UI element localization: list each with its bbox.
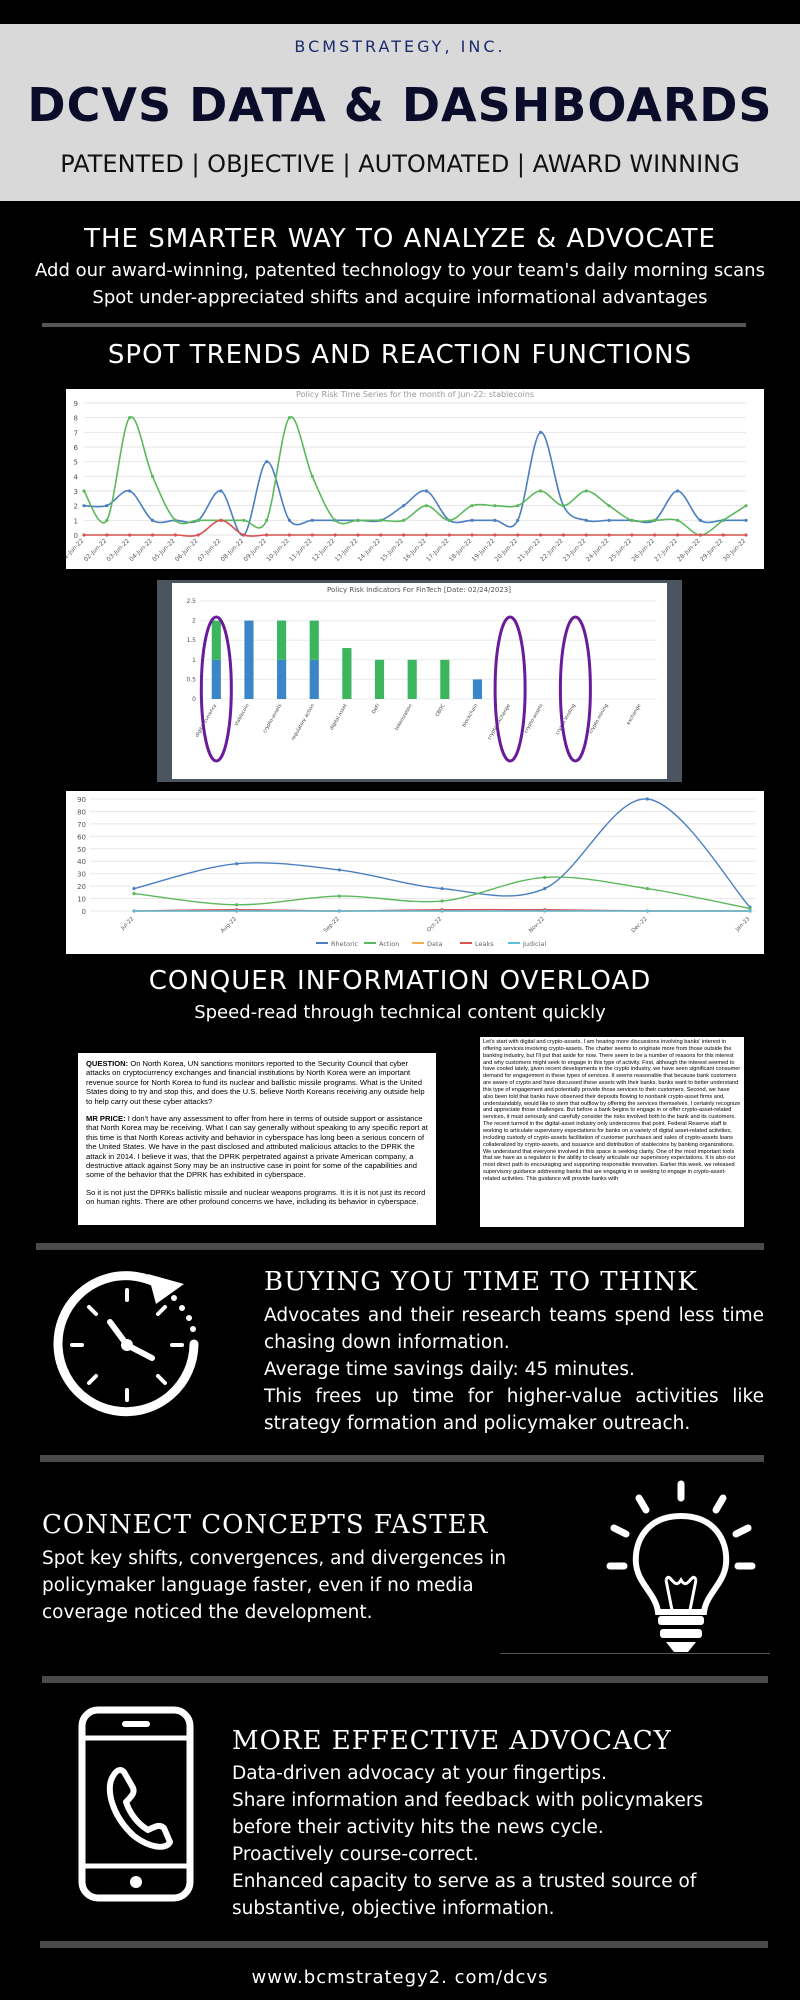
divider (36, 1243, 764, 1250)
data-point (379, 533, 382, 536)
y-tick-label: 20 (77, 883, 86, 892)
x-tick-label: 29-Jun-22 (698, 537, 725, 564)
y-tick-label: 0 (81, 908, 86, 916)
data-point (128, 416, 131, 419)
footer-url[interactable]: www.bcmstrategy2. com/dcvs (251, 1967, 549, 1988)
divider (40, 1455, 764, 1462)
data-point (470, 504, 473, 507)
y-tick-label: 4 (73, 473, 78, 482)
data-point (219, 489, 222, 492)
data-point (440, 909, 443, 912)
x-tick-label: tokenization (394, 703, 414, 732)
highlight-ellipse (495, 617, 525, 761)
legend-label: Leaks (475, 940, 494, 948)
concepts-paragraph: Spot key shifts, convergences, and divergences in policymaker language faster, even if no media coverage noticed the development. (42, 1548, 507, 1623)
y-tick-label: 1 (73, 517, 78, 526)
transcript-document (78, 1053, 436, 1225)
y-tick-label: 2 (73, 502, 78, 511)
page-title: DCVS DATA & DASHBOARDS (27, 78, 773, 132)
data-point (653, 519, 656, 522)
data-point (197, 533, 200, 536)
data-point (543, 876, 546, 879)
data-point (338, 894, 341, 897)
x-tick-label: stablecoin (234, 703, 251, 728)
x-tick-label: Nov-22 (527, 916, 547, 935)
series-line (134, 877, 750, 908)
data-point (425, 489, 428, 492)
data-point (402, 504, 405, 507)
data-point (699, 519, 702, 522)
chart-title: Policy Risk Indicators For FinTech [Date: 02/24/2023] (327, 586, 511, 594)
y-tick-label: 1 (192, 656, 196, 664)
data-point (356, 519, 359, 522)
intro-line-1: Add our award-winning, patented technology to your team's daily morning scans (35, 260, 765, 281)
x-tick-label: Jul-22 (120, 916, 136, 932)
y-tick-label: 50 (77, 845, 86, 854)
bar (440, 660, 449, 699)
bar (212, 660, 221, 699)
x-tick-label: crypto lending (555, 703, 578, 736)
data-point (646, 797, 649, 800)
bar (310, 660, 319, 699)
y-tick-label: 0 (192, 696, 196, 703)
data-point (265, 533, 268, 536)
advocacy-line-3: Proactively course-correct. (232, 1844, 479, 1865)
y-tick-label: 90 (77, 796, 86, 804)
data-point (197, 519, 200, 522)
x-tick-label: 24-Jun-22 (584, 537, 611, 564)
intro-line-2: Spot under-appreciated shifts and acquire informational advantages (92, 287, 708, 308)
data-point (516, 504, 519, 507)
data-point (539, 489, 542, 492)
data-point (242, 533, 245, 536)
bar (408, 660, 417, 699)
data-point (242, 519, 245, 522)
x-tick-label: 14-Jun-22 (356, 537, 383, 564)
data-point (516, 533, 519, 536)
bar (342, 648, 351, 699)
data-point (676, 519, 679, 522)
data-point (105, 504, 108, 507)
data-point (699, 533, 702, 536)
bar (277, 660, 286, 699)
data-point (265, 460, 268, 463)
chart-time-series-panel (66, 389, 764, 569)
data-point (235, 903, 238, 906)
data-point (132, 887, 135, 890)
clock-icon (44, 1262, 210, 1428)
x-tick-label: 19-Jun-22 (470, 537, 497, 564)
x-tick-label: 21-Jun-22 (516, 537, 542, 564)
data-point (128, 533, 131, 536)
x-tick-label: 27-Jun-22 (653, 537, 679, 564)
data-point (744, 533, 747, 536)
advocacy-heading: MORE EFFECTIVE ADVOCACY (232, 1726, 672, 1756)
company-name: BCMSTRATEGY, INC. (294, 37, 506, 56)
answer-text-2: So it is not just the DPRKs ballistic missile and nuclear weapons programs. It is it is not just its record on human rights. There are other profound concerns we have, including its behavior in cyberspace. (86, 1187, 426, 1207)
advocacy-body (232, 1760, 752, 1922)
trends-heading: SPOT TRENDS AND REACTION FUNCTIONS (107, 340, 693, 370)
y-tick-label: 7 (73, 429, 78, 438)
x-tick-label: CBDC (435, 703, 447, 718)
data-point (607, 504, 610, 507)
x-tick-label: 20-Jun-22 (493, 537, 520, 564)
data-point (440, 899, 443, 902)
x-tick-label: 02-Jun-22 (82, 537, 109, 564)
x-tick-label: 05-Jun-22 (151, 537, 177, 564)
data-point (174, 519, 177, 522)
data-point (646, 887, 649, 890)
data-point (543, 887, 546, 890)
question-label: QUESTION: (86, 1059, 129, 1068)
x-tick-label: 28-Jun-22 (676, 537, 702, 564)
x-tick-label: 12-Jun-22 (310, 537, 337, 564)
thin-divider (500, 1653, 770, 1654)
data-point (543, 909, 546, 912)
data-point (744, 519, 747, 522)
data-point (630, 519, 633, 522)
data-point (585, 533, 588, 536)
policy-risk-indicators-chart (172, 583, 667, 779)
y-tick-label: 6 (73, 444, 78, 452)
x-tick-label: 04-Jun-22 (128, 537, 154, 564)
legend-label: Action (379, 940, 400, 948)
y-tick-label: 10 (77, 895, 86, 904)
x-tick-label: exchange (626, 703, 643, 727)
x-tick-label: crypto-assets (262, 703, 284, 735)
data-point (132, 892, 135, 895)
data-point (402, 533, 405, 536)
data-point (356, 533, 359, 536)
top-bar (0, 0, 800, 24)
data-point (235, 862, 238, 865)
data-point (448, 519, 451, 522)
x-tick-label: Oct-22 (426, 916, 444, 934)
x-tick-label: Sep-22 (322, 916, 341, 935)
bar (375, 660, 384, 699)
data-point (311, 519, 314, 522)
data-point (539, 431, 542, 434)
data-point (653, 533, 656, 536)
y-tick-label: 3 (73, 488, 78, 496)
x-tick-label: 10-Jun-22 (265, 537, 291, 564)
data-point (516, 519, 519, 522)
policy-risk-time-series-chart (66, 389, 764, 569)
divider (40, 1941, 768, 1948)
data-point (676, 533, 679, 536)
y-tick-label: 70 (77, 820, 86, 829)
y-tick-label: 80 (77, 808, 86, 817)
data-point (562, 533, 565, 536)
data-point (174, 533, 177, 536)
y-tick-label: 5 (73, 458, 78, 467)
data-point (105, 519, 108, 522)
data-point (219, 519, 222, 522)
bar (310, 621, 319, 660)
y-tick-label: 1.5 (186, 637, 196, 645)
data-point (722, 533, 725, 536)
advocacy-line-2: Share information and feedback with policymakers before their activity hits the news cycle. (232, 1790, 704, 1838)
data-point (151, 519, 154, 522)
y-tick-label: 8 (73, 414, 78, 423)
x-tick-label: digital asset (329, 703, 349, 732)
answer-text: I don't have any assessment to offer from here in terms of outside support or assistance that North Korea may be receiving. What I can say generally without speaking to any specific report at this time is that North Koreas activity and behavior in cyberspace has long been a serious concern of the United States. We have in the past disclosed and attributed malicious attacks to the DPRK the attack in 2014. I believe it was, that the DPRK perpetrated against a private American company, a destructive attack against Sony may be an instructive case in point for some of the capabilities and some of the behavior that the DPRK has exhibited in cyberspace. (86, 1114, 428, 1180)
y-tick-label: 40 (77, 858, 86, 867)
x-tick-label: 15-Jun-22 (379, 537, 406, 564)
x-tick-label: Jan-23 (734, 916, 752, 933)
data-point (607, 533, 610, 536)
data-point (128, 489, 131, 492)
x-tick-label: 18-Jun-22 (447, 537, 474, 564)
question-text: On North Korea, UN sanctions monitors reported to the Security Council that cyber attacks on cryptocurrency exchanges and financial institutions by North Korea were an important revenue source for North Korea to fund its nuclear and ballistic missile programs. What is the United States doing to try and stop this, and does the U.S. believe North Koreans receiving any outside help to help carry out these cyber attacks? (86, 1059, 425, 1106)
data-point (440, 887, 443, 890)
advocacy-line-1: Data-driven advocacy at your fingertips. (232, 1763, 607, 1784)
x-tick-label: 07-Jun-22 (196, 537, 223, 564)
data-point (402, 519, 405, 522)
x-tick-label: 26-Jun-22 (630, 537, 657, 564)
data-point (338, 909, 341, 912)
tagline: PATENTED | OBJECTIVE | AUTOMATED | AWARD WINNING (60, 150, 740, 178)
data-point (585, 519, 588, 522)
series-line (134, 799, 750, 907)
time-paragraph-2: Average time savings daily: 45 minutes. (264, 1359, 635, 1380)
x-tick-label: 22-Jun-22 (539, 537, 565, 564)
data-point (288, 533, 291, 536)
y-tick-label: 0.5 (186, 676, 196, 684)
data-point (493, 504, 496, 507)
data-point (151, 533, 154, 536)
x-tick-label: 06-Jun-22 (173, 537, 200, 564)
intro-heading: THE SMARTER WAY TO ANALYZE & ADVOCATE (84, 224, 716, 254)
data-point (82, 533, 85, 536)
chart-bar-panel (172, 583, 667, 779)
x-tick-label: 01-Jun-22 (66, 537, 86, 564)
data-point (607, 519, 610, 522)
x-tick-label: 23-Jun-22 (561, 537, 588, 564)
data-point (151, 475, 154, 478)
divider (42, 1676, 768, 1683)
data-point (311, 533, 314, 536)
data-point (288, 519, 291, 522)
bar (277, 621, 286, 660)
data-point (425, 504, 428, 507)
data-point (722, 519, 725, 522)
data-point (334, 533, 337, 536)
bar (212, 621, 221, 660)
x-tick-label: 17-Jun-22 (424, 537, 451, 564)
data-point (448, 533, 451, 536)
data-point (265, 519, 268, 522)
data-point (676, 489, 679, 492)
lightbulb-icon (606, 1480, 756, 1656)
bar (244, 621, 253, 699)
y-tick-label: 2.5 (186, 598, 196, 605)
x-tick-label: digital currency (195, 703, 219, 739)
x-tick-label: 03-Jun-22 (105, 537, 132, 564)
x-tick-label: 30-Jun-22 (721, 537, 748, 564)
y-tick-label: 60 (77, 833, 86, 842)
data-point (562, 504, 565, 507)
x-tick-label: crypto-exchange (487, 703, 512, 741)
legend-label: Judicial (523, 940, 547, 948)
highlight-ellipse (560, 617, 590, 761)
y-tick-label: 2 (192, 617, 196, 625)
chart-bar-panel-frame (157, 580, 682, 782)
legend-label: Data (427, 940, 443, 948)
y-tick-label: 30 (77, 870, 86, 879)
data-point (539, 533, 542, 536)
data-point (493, 533, 496, 536)
data-point (425, 533, 428, 536)
data-point (646, 909, 649, 912)
time-paragraph-1: Advocates and their research teams spend less time chasing down information. (264, 1305, 764, 1353)
time-body (264, 1302, 764, 1437)
x-tick-label: 08-Jun-22 (219, 537, 246, 564)
x-tick-label: 25-Jun-22 (607, 537, 634, 564)
x-tick-label: blockchain (462, 703, 480, 729)
data-point (82, 489, 85, 492)
data-point (493, 519, 496, 522)
time-paragraph-3: This frees up time for higher-value activities like strategy formation and policymaker outreach. (264, 1386, 764, 1434)
y-tick-label: 0 (73, 532, 78, 540)
x-tick-label: 09-Jun-22 (242, 537, 269, 564)
x-tick-label: crypto mining (588, 703, 610, 735)
legend-label: Rhetoric (331, 940, 359, 948)
data-point (334, 519, 337, 522)
data-point (235, 909, 238, 912)
data-point (311, 475, 314, 478)
x-tick-label: DeFi (371, 703, 382, 715)
x-tick-label: 16-Jun-22 (402, 537, 428, 564)
data-point (585, 489, 588, 492)
time-heading: BUYING YOU TIME TO THINK (264, 1267, 698, 1297)
data-point (470, 533, 473, 536)
data-point (288, 416, 291, 419)
advocacy-line-4: Enhanced capacity to serve as a trusted source of substantive, objective information. (232, 1871, 697, 1919)
x-tick-label: 13-Jun-22 (333, 537, 360, 564)
data-point (748, 909, 751, 912)
divider (42, 323, 746, 327)
speech-text: Let's start with digital and crypto-assets. I am hearing more discussions involving banks' interest in offering services involving crypto-assets. The chatter seems to originate more from those outside the banking industry, but I'll put that aside for now. There seem to be a number of reasons for this interest and why customers might seek to engage in this type of activity. First, although the interest seemed to have cooled lately, given recent developments in the crypto industry, we have seen significant consumer demand for engagement in these types of services. It seems reasonable that because bank customers are aware of crypto and have discussed these assets with their banks, banks want to better understand this type of engagement and potentially provide those services to their customers. Second, we have also been told that banks have observed their deposits flowing to nonbank crypto-asset firms and, understandably, would like to stem that outflow by offering the services themselves. I certainly recognize and appreciate those challenges. But before a bank begins to engage in or offer crypto-asset-related services, it must seriously and carefully consider the risks involved both to the bank and its customers. The recent turmoil in the digital-asset industry only underscores that point. Federal Reserve staff is working to articulate supervisory expectations for banks on a variety of digital asset-related activities, including custody of crypto-assets facilitation of customer purchases and sales of crypto-assets loans collateralized by crypto-assets, and issuance and distribution of stablecoins by banking organizations. We understand that everyone involved in this space is seeking clarity. One of the most important tools that we have as a regulator is the ability to clearly articulate our supervisory expectations. It is also our most direct path to encouraging and supporting responsible innovation. Earlier this week, we released supervisory guidance addressing banks that are engaging in or seeking to engage in crypto-asset-related activities. This guidance will provide banks with (483, 1039, 741, 1182)
x-tick-label: crypto-assets (523, 703, 545, 735)
data-point (82, 504, 85, 507)
monthly-trend-chart (66, 791, 764, 954)
data-point (744, 504, 747, 507)
overload-heading: CONQUER INFORMATION OVERLOAD (148, 966, 652, 996)
data-point (379, 519, 382, 522)
chart-title: Policy Risk Time Series for the month of Jun-22: stablecoins (296, 390, 534, 399)
chart-monthly-panel (66, 791, 764, 954)
overload-subheading: Speed-read through technical content quickly (194, 1002, 606, 1023)
x-tick-label: 11-Jun-22 (288, 537, 314, 564)
data-point (105, 533, 108, 536)
x-tick-label: Dec-22 (630, 916, 649, 935)
bar (473, 679, 482, 699)
speech-document (480, 1037, 744, 1227)
smartphone-icon (78, 1706, 194, 1902)
data-point (470, 519, 473, 522)
data-point (132, 909, 135, 912)
answer-label: MR PRICE: (86, 1114, 126, 1124)
data-point (630, 533, 633, 536)
x-tick-label: regulatory action (291, 703, 316, 742)
concepts-heading: CONNECT CONCEPTS FASTER (42, 1510, 489, 1540)
data-point (338, 868, 341, 871)
y-tick-label: 9 (73, 400, 78, 408)
x-tick-label: Aug-22 (219, 916, 239, 935)
